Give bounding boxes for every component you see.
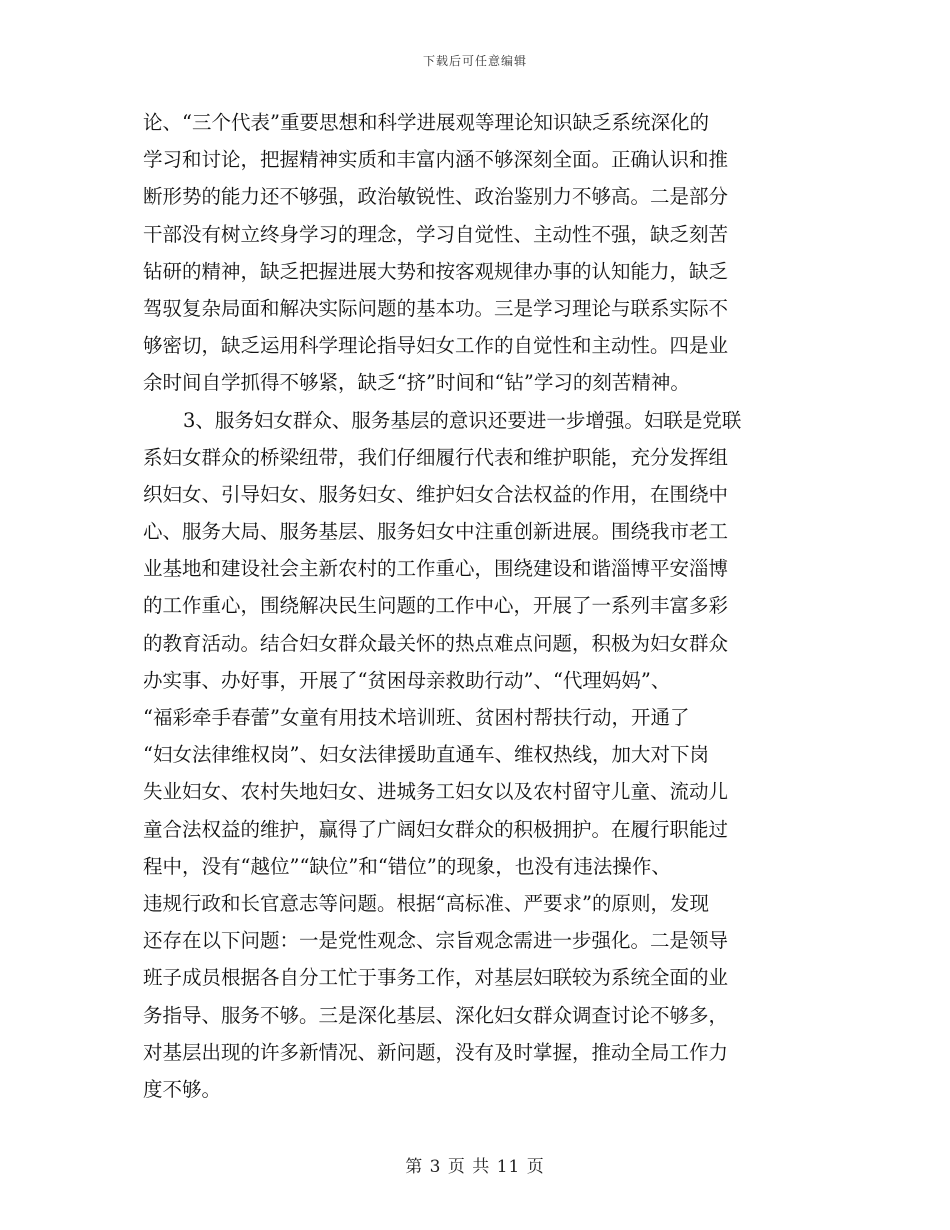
page-header: 下载后可任意编辑 [422, 54, 527, 68]
text-line: 断形势的能力还不够强，政治敏锐性、政治鉴别力不够高。二是部分 [143, 185, 729, 209]
text-line: 失业妇女、农村失地妇女、进城务工妇女以及农村留守儿童、流动儿 [143, 780, 729, 804]
text-line: 驾驭复杂局面和解决实际问题的基本功。三是学习理论与联系实际不 [143, 296, 729, 320]
text-line: 织妇女、引导妇女、服务妇女、维护妇女合法权益的作用，在围绕中 [143, 482, 729, 506]
text-line: 余时间自学抓得不够紧，缺乏“挤”时间和“钻”学习的刻苦精神。 [143, 371, 690, 395]
paragraph-start-line: 3、服务妇女群众、服务基层的意识还要进一步增强。妇联是党联 [183, 408, 742, 432]
text-line: 务指导、服务不够。三是深化基层、深化妇女群众调查讨论不够多， [143, 1003, 729, 1027]
text-line: 业基地和建设社会主新农村的工作重心，围绕建设和谐淄博平安淄博 [143, 557, 729, 581]
text-line: 程中，没有“越位”“缺位”和“错位”的现象，也没有违法操作、 [143, 854, 671, 878]
text-line: 的工作重心，围绕解决民生问题的工作中心，开展了一系列丰富多彩 [143, 594, 729, 618]
page-number-footer: 第 3 页 共 11 页 [405, 1157, 545, 1177]
text-line: “福彩牵手春蕾”女童有用技术培训班、贫困村帮扶行动，开通了 [143, 706, 690, 729]
text-line: 钻研的精神，缺乏把握进展大势和按客观规律办事的认知能力，缺乏 [143, 259, 729, 283]
text-line: 对基层出现的许多新情况、新问题，没有及时掌握，推动全局工作力 [143, 1040, 729, 1064]
document-body [143, 104, 813, 1108]
text-line: 还存在以下问题：一是党性观念、宗旨观念需进一步强化。二是领导 [143, 929, 729, 953]
text-line: 度不够。 [143, 1077, 222, 1101]
text-line: 违规行政和长官意志等问题。根据“高标准、严要求”的原则，发现 [143, 891, 709, 915]
text-line: 的教育活动。结合妇女群众最关怀的热点难点问题，积极为妇女群众 [143, 631, 729, 655]
text-line: 童合法权益的维护，赢得了广阔妇女群众的积极拥护。在履行职能过 [143, 817, 729, 841]
text-line: 干部没有树立终身学习的理念，学习自觉性、主动性不强，缺乏刻苦 [143, 222, 729, 246]
text-line: 心、服务大局、服务基层、服务妇女中注重创新进展。围绕我市老工 [143, 520, 729, 544]
text-line: 够密切，缺乏运用科学理论指导妇女工作的自觉性和主动性。四是业 [143, 334, 729, 358]
text-line: “妇女法律维权岗”、妇女法律援助直通车、维权热线，加大对下岗 [143, 743, 709, 767]
text-line: 系妇女群众的桥梁纽带，我们仔细履行代表和维护职能，充分发挥组 [143, 445, 729, 469]
text-line: 学习和讨论，把握精神实质和丰富内涵不够深刻全面。正确认识和推 [143, 148, 729, 172]
text-line: 班子成员根据各自分工忙于事务工作，对基层妇联较为系统全面的业 [143, 966, 729, 990]
text-line: 办实事、办好事，开展了“贫困母亲救助行动”、“代理妈妈”、 [143, 668, 671, 692]
text-line: 论、“三个代表”重要思想和科学进展观等理论知识缺乏系统深化的 [143, 111, 709, 134]
